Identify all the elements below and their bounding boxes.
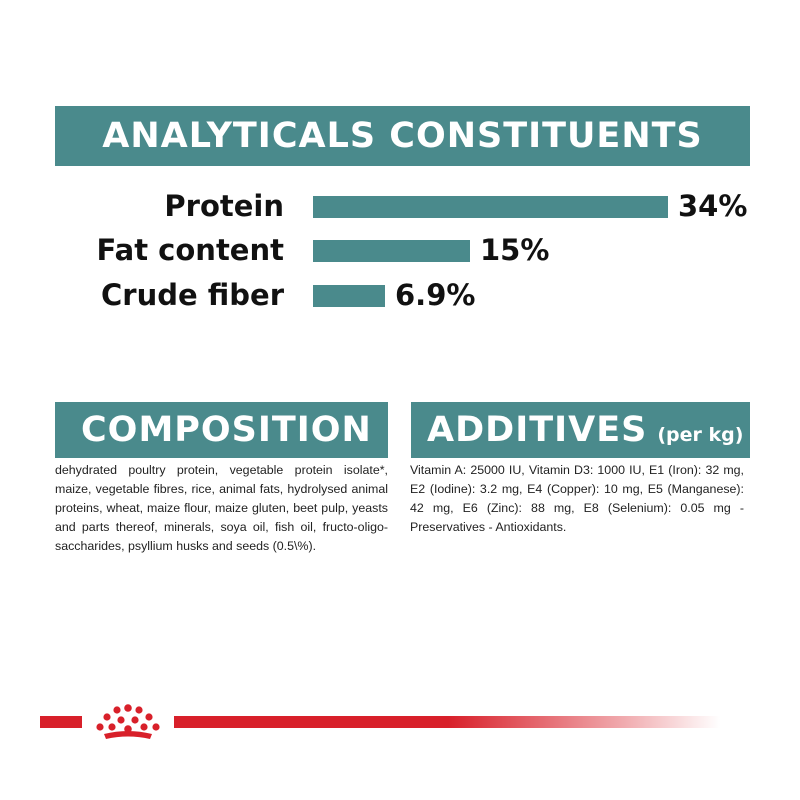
analytical-row-fat — [0, 230, 800, 270]
row-value: 15% — [480, 233, 550, 267]
additives-title — [411, 402, 750, 458]
additives-title-suffix: (per kg) — [657, 424, 744, 446]
row-label: Protein — [164, 189, 284, 223]
crown-icon — [92, 701, 164, 741]
row-bar — [313, 240, 470, 262]
composition-title: COMPOSITION — [55, 402, 388, 458]
row-label: Fat content — [96, 233, 284, 267]
row-bar — [313, 285, 385, 307]
logo — [82, 698, 174, 744]
analytical-row-protein — [0, 186, 800, 226]
composition-text: dehydrated poultry protein, vegetable protein isolate*, maize, vegetable fibres, rice, animal fats, hydrolysed animal proteins, wheat, maize flour, maize gluten, beet pulp, yeasts and parts thereof, minerals, soya oil, fish oil, fructo-oligo-saccharides, psyllium husks and seeds (0.5\%). — [55, 463, 388, 553]
additives-text: Vitamin A: 25000 IU, Vitamin D3: 1000 IU, E1 (Iron): 32 mg, E2 (Iodine): 3.2 mg, E4 (Copper): 10 mg, E5 (Manganese): 42 mg, E6 (Zinc): 88 mg, E8 (Selenium): 0.05 mg - Preservatives - Antioxidants. — [410, 463, 744, 534]
analytical-row-fiber — [0, 275, 800, 315]
analyticals-title: ANALYTICALS CONSTITUENTS — [55, 106, 750, 166]
row-value: 34% — [678, 189, 748, 223]
row-bar — [313, 196, 668, 218]
row-value: 6.9% — [395, 278, 476, 312]
row-label: Crude fiber — [101, 278, 284, 312]
additives-title-text: ADDITIVES — [427, 410, 648, 450]
